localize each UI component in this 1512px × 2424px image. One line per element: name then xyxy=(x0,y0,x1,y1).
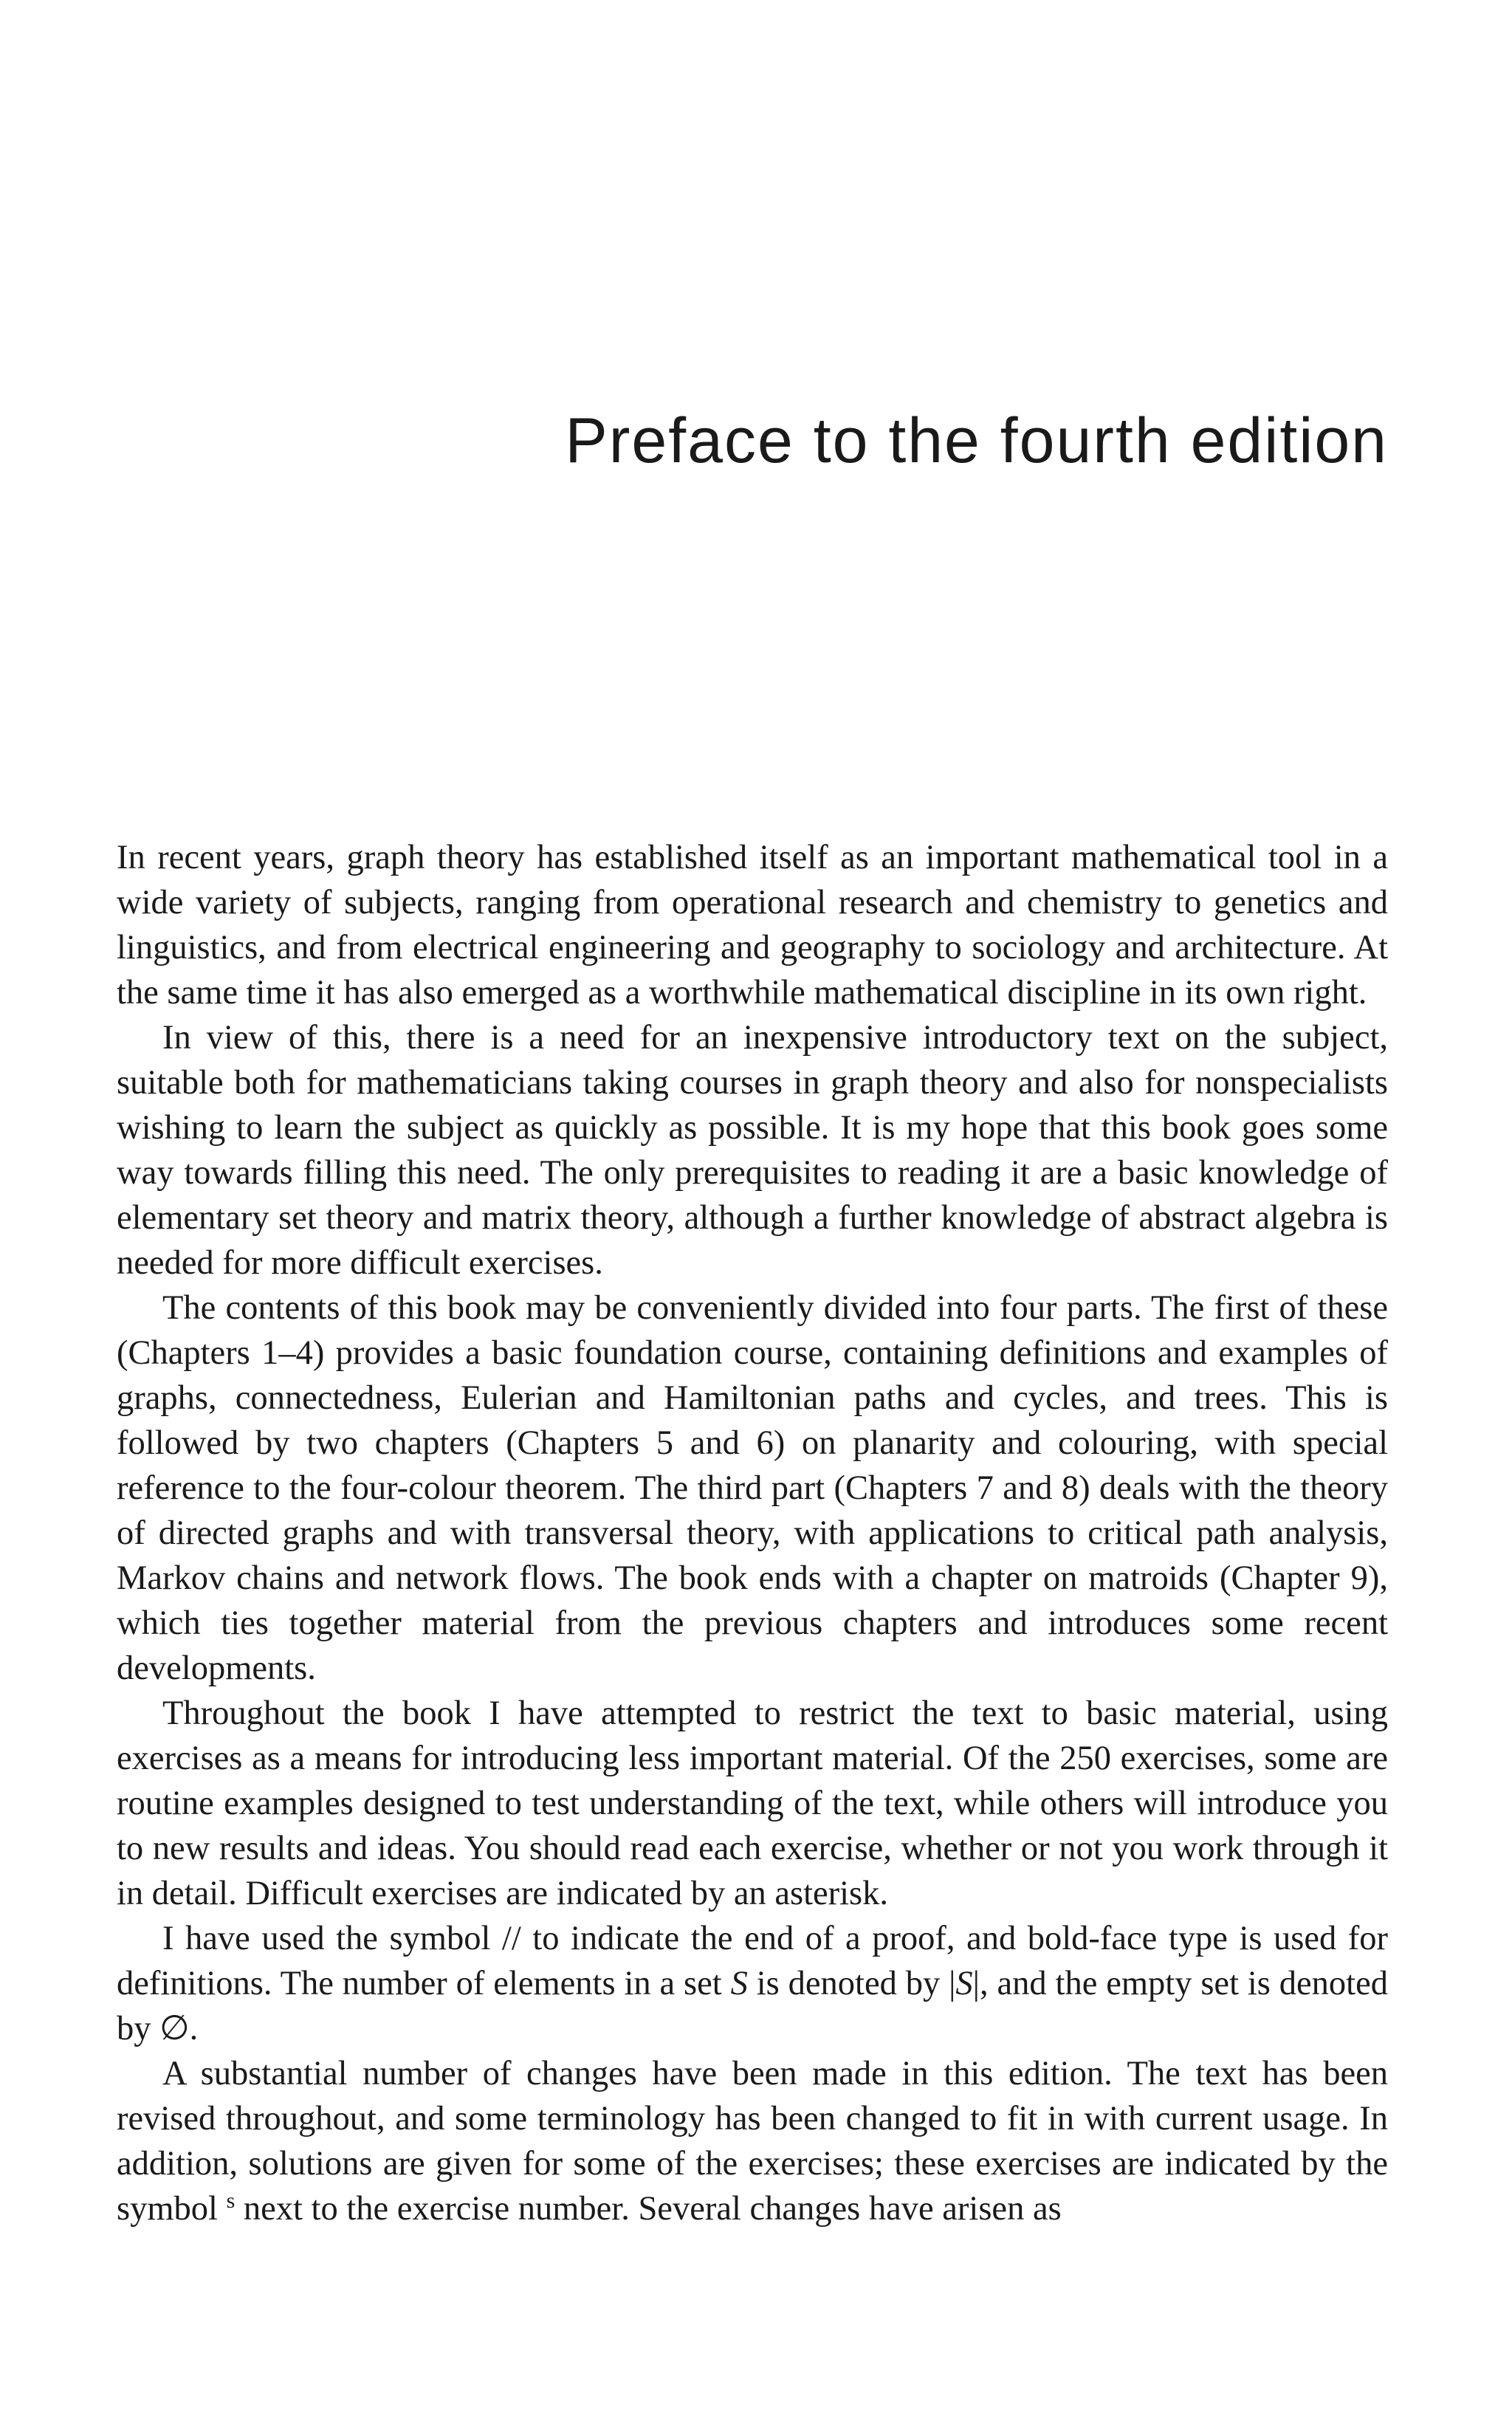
preface-body xyxy=(117,835,1388,2231)
set-symbol-s-cardinality: S xyxy=(955,1965,973,2002)
paragraph-5 xyxy=(117,1916,1388,2051)
paragraph-3: The contents of this book may be conveniently divided into four parts. The first of these (Chapters 1–4) provides a basic foundation course, containing definitions and examples of graphs, connectedness, Eulerian and Hamiltonian paths and cycles, and trees. This is followed by two chapters (Chapters 5 and 6) on planarity and colouring, with special reference to the four-colour theorem. The third part (Chapters 7 and 8) deals with the theory of directed graphs and with transversal theory, with applications to critical path analysis, Markov chains and network flows. The book ends with a chapter on matroids (Chapter 9), which ties together material from the previous chapters and introduces some recent developments. xyxy=(117,1289,1388,1687)
set-symbol-s: S xyxy=(730,1965,748,2002)
chapter-title: Preface to the fourth edition xyxy=(565,405,1388,476)
paragraph-1: In recent years, graph theory has established itself as an important mathematical tool in a wide variety of subjects, ranging from operational research and chemistry to genetics and linguistics, and from electrical engineering and geography to sociology and architecture. At the same time it has also emerged as a worthwhile mathematical discipline in its own right. xyxy=(117,839,1388,1012)
paragraph-5-text-c: |, and the empty set is denoted by ∅. xyxy=(117,1965,1388,2047)
solution-superscript: s xyxy=(226,2188,236,2213)
paragraph-6-text-a: A substantial number of changes have been made in this edition. The text has been revised throughout, and some terminology has been changed to fit in with current usage. In addition, solutions are given for some of the exercises; these exercises are indicated by the symbol xyxy=(117,2055,1388,2228)
paragraph-6 xyxy=(117,2051,1388,2231)
paragraph-6-text-b: next to the exercise number. Several changes have arisen as xyxy=(235,2190,1062,2228)
paragraph-2: In view of this, there is a need for an inexpensive introductory text on the subject, suitable both for mathematicians taking courses in graph theory and also for nonspecialists wishing to learn the subject as quickly as possible. It is my hope that this book goes some way towards filling this need. The only prerequisites to reading it are a basic knowledge of elementary set theory and matrix theory, although a further knowledge of abstract algebra is needed for more difficult exercises. xyxy=(117,1019,1388,1282)
paragraph-4: Throughout the book I have attempted to restrict the text to basic material, using exercises as a means for introducing less important material. Of the 250 exercises, some are routine examples designed to test understanding of the text, while others will introduce you to new results and ideas. You should read each exercise, whether or not you work through it in detail. Difficult exercises are indicated by an asterisk. xyxy=(117,1695,1388,1912)
paragraph-5-text-b: is denoted by | xyxy=(747,1965,956,2002)
paragraph-5-text-a: I have used the symbol // to indicate the end of a proof, and bold-face type is used for definitions. The number of elements in a set xyxy=(117,1920,1388,2002)
